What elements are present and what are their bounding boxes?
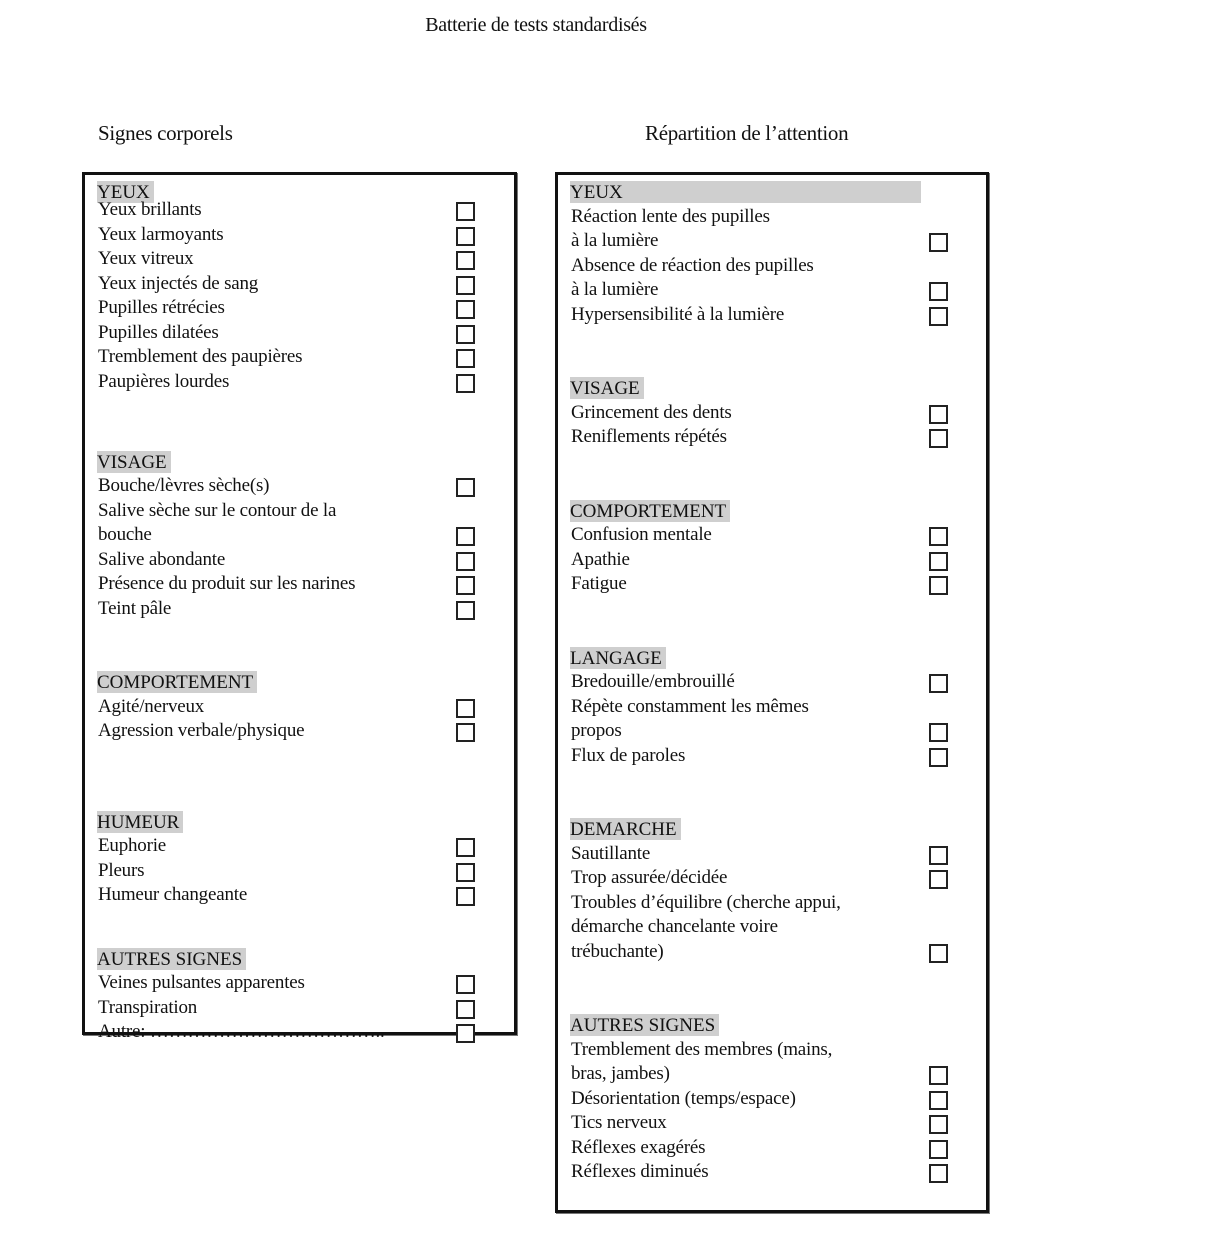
checkbox[interactable]	[929, 552, 948, 571]
checkbox[interactable]	[456, 325, 475, 344]
checkbox[interactable]	[456, 300, 475, 319]
section-heading: YEUX	[97, 181, 154, 203]
section-heading: COMPORTEMENT	[570, 500, 730, 522]
section-heading: VISAGE	[97, 451, 171, 473]
checklist-item-label: Hypersensibilité à la lumière	[571, 303, 785, 325]
checkbox[interactable]	[456, 276, 475, 295]
checkbox[interactable]	[456, 975, 475, 994]
checklist-item-label: Pupilles dilatées	[98, 321, 219, 343]
checkbox[interactable]	[456, 349, 475, 368]
checkbox[interactable]	[929, 944, 948, 963]
section-heading: HUMEUR	[97, 811, 183, 833]
checklist-item-label: Humeur changeante	[98, 884, 248, 906]
checklist-item-label: Bouche/lèvres sèche(s)	[98, 475, 270, 496]
checkbox[interactable]	[929, 405, 948, 424]
checklist-item-label: bras, jambes)	[571, 1063, 670, 1084]
checklist-item-label: Pupilles rétrécies	[98, 297, 225, 319]
checklist-item-label: Pleurs	[98, 859, 145, 881]
checkbox[interactable]	[456, 838, 475, 857]
checklist-item-label: Euphorie	[98, 835, 167, 857]
checklist-item-label: Yeux brillants	[98, 199, 202, 221]
checklist-item-label: Bredouille/embrouillé	[571, 671, 735, 692]
section-heading: AUTRES SIGNES	[97, 948, 246, 970]
checkbox[interactable]	[929, 1115, 948, 1134]
checkbox[interactable]	[456, 251, 475, 270]
checkbox[interactable]	[456, 478, 475, 497]
checkbox[interactable]	[456, 527, 475, 546]
section-heading: YEUX	[570, 181, 921, 203]
checklist-item-label: à la lumière	[571, 279, 659, 300]
checklist-item-label: Présence du produit sur les narines	[98, 573, 356, 594]
checkbox[interactable]	[929, 282, 948, 301]
checkbox[interactable]	[929, 846, 948, 865]
checkbox[interactable]	[929, 1140, 948, 1159]
checkbox[interactable]	[456, 699, 475, 718]
checklist-item-label: Réaction lente des pupilles	[571, 205, 770, 227]
checklist-item-label: Agité/nerveux	[98, 695, 205, 717]
checkbox[interactable]	[456, 1024, 475, 1043]
checklist-item-label: Flux de paroles	[571, 744, 686, 766]
checkbox[interactable]	[929, 1164, 948, 1183]
checklist-item-label: propos	[571, 720, 622, 741]
checklist-item-label: Tremblement des paupières	[98, 346, 303, 368]
section-heading: AUTRES SIGNES	[570, 1014, 719, 1036]
checkbox[interactable]	[929, 1091, 948, 1110]
checklist-item-label: Apathie	[571, 548, 630, 570]
checkbox[interactable]	[456, 576, 475, 595]
checkbox[interactable]	[456, 723, 475, 742]
checklist-item-label: bouche	[98, 524, 152, 545]
checklist-item-label: Réflexes diminués	[571, 1161, 709, 1182]
checklist-item-label: Désorientation (temps/espace)	[571, 1087, 796, 1109]
checklist-item-label: Yeux larmoyants	[98, 223, 224, 245]
checklist-item-label: trébuchante)	[571, 940, 664, 962]
column-title-repartition-attention: Répartition de l’attention	[645, 121, 849, 145]
checklist-item-label: Salive abondante	[98, 548, 226, 570]
checklist-item-label: Trop assurée/décidée	[571, 867, 728, 888]
checklist-item-label: Transpiration	[98, 996, 198, 1018]
checkbox[interactable]	[456, 601, 475, 620]
checkbox[interactable]	[929, 1066, 948, 1085]
checklist-item-label: Absence de réaction des pupilles	[571, 254, 814, 276]
checkbox[interactable]	[929, 429, 948, 448]
checklist-item-label: Autre: ………………………………..	[98, 1021, 385, 1043]
checkbox[interactable]	[929, 576, 948, 595]
checkbox[interactable]	[929, 233, 948, 252]
checklist-item-label: Veines pulsantes apparentes	[98, 972, 305, 994]
checklist-item-label: à la lumière	[571, 230, 659, 251]
section-heading: COMPORTEMENT	[97, 671, 257, 693]
checklist-item-label: Sautillante	[571, 842, 651, 864]
checkbox[interactable]	[929, 307, 948, 326]
checklist-item-label: Agression verbale/physique	[98, 720, 305, 741]
checklist-item-label: Teint pâle	[98, 597, 172, 619]
checklist-item-label: Paupières lourdes	[98, 370, 230, 392]
checklist-item-label: Troubles d’équilibre (cherche appui,	[571, 891, 841, 913]
checklist-item-label: Tics nerveux	[571, 1112, 667, 1133]
checklist-item-label: Reniflements répétés	[571, 426, 727, 447]
section-heading: DEMARCHE	[570, 818, 681, 840]
checkbox[interactable]	[929, 723, 948, 742]
checkbox[interactable]	[456, 887, 475, 906]
checkbox[interactable]	[456, 863, 475, 882]
section-heading: LANGAGE	[570, 647, 666, 669]
checklist-item-label: Tremblement des membres (mains,	[571, 1038, 833, 1060]
checkbox[interactable]	[456, 202, 475, 221]
checkbox[interactable]	[929, 748, 948, 767]
column-title-signes-corporels: Signes corporels	[98, 121, 233, 145]
checklist-item-label: Grincement des dents	[571, 401, 732, 423]
checkbox[interactable]	[456, 552, 475, 571]
checklist-item-label: Fatigue	[571, 573, 627, 594]
checklist-item-label: Confusion mentale	[571, 524, 712, 545]
checkbox[interactable]	[456, 227, 475, 246]
checkbox[interactable]	[456, 1000, 475, 1019]
checklist-item-label: Répète constamment les mêmes	[571, 695, 809, 717]
checkbox[interactable]	[929, 674, 948, 693]
checklist-item-label: Yeux injectés de sang	[98, 272, 259, 294]
checkbox[interactable]	[929, 527, 948, 546]
checkbox[interactable]	[929, 870, 948, 889]
checklist-item-label: Réflexes exagérés	[571, 1136, 706, 1158]
checklist-item-label: démarche chancelante voire	[571, 916, 778, 937]
document-title: Batterie de tests standardisés	[425, 14, 647, 36]
checklist-item-label: Yeux vitreux	[98, 248, 194, 270]
section-heading: VISAGE	[570, 377, 644, 399]
checkbox[interactable]	[456, 374, 475, 393]
checklist-item-label: Salive sèche sur le contour de la	[98, 499, 337, 521]
